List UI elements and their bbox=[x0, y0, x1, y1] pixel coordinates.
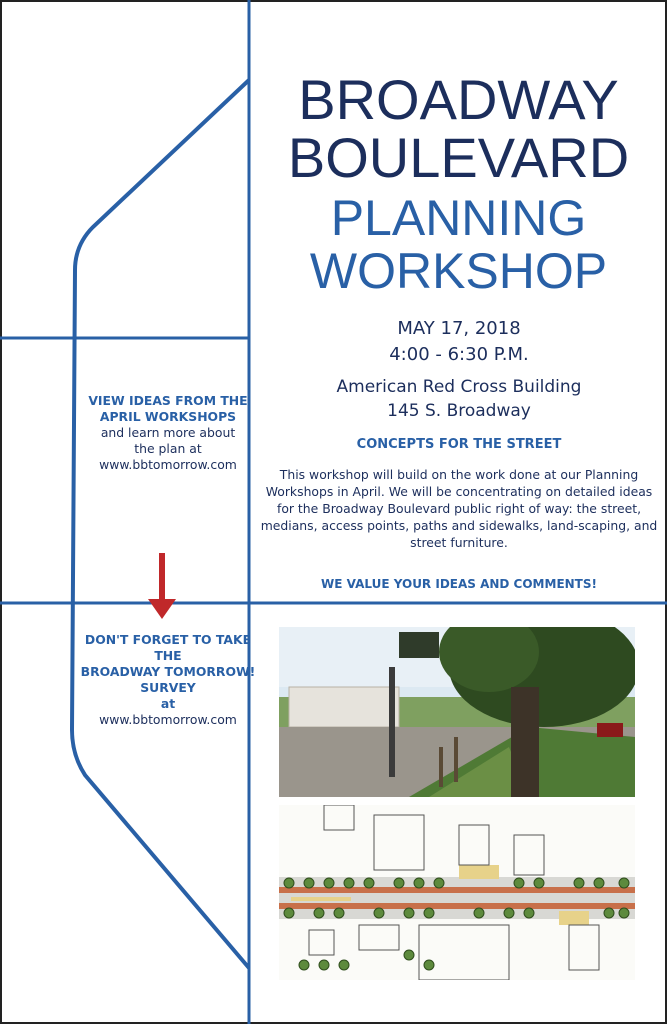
event-time: 4:00 - 6:30 P.M. bbox=[389, 344, 529, 365]
survey-line-1: DON'T FORGET TO TAKE bbox=[84, 632, 252, 647]
ideas-block bbox=[78, 393, 258, 473]
street-plan-sketch-image bbox=[279, 805, 635, 980]
concepts-body: This workshop will build on the work done at our Planning Workshops in April. We will be concentrating on detailed ideas for the Broadway Boulevard public right of way: the street, medians, access points, paths and sidewalks, land-scaping, and street furniture. bbox=[260, 467, 658, 550]
survey-line-4: SURVEY bbox=[140, 680, 196, 695]
event-date: MAY 17, 2018 bbox=[397, 318, 521, 339]
title-line-1: BROADWAY bbox=[298, 68, 619, 131]
street-plan-sketch bbox=[279, 805, 635, 980]
ideas-url[interactable]: www.bbtomorrow.com bbox=[99, 457, 237, 472]
ideas-heading-2: APRIL WORKSHOPS bbox=[99, 409, 237, 424]
street-photo bbox=[279, 627, 635, 797]
survey-line-5: at bbox=[160, 696, 176, 711]
title-line-3: PLANNING bbox=[330, 190, 587, 246]
street-photo-image bbox=[279, 627, 635, 797]
ideas-text-1: and learn more about bbox=[100, 425, 236, 440]
survey-line-2: THE bbox=[154, 648, 182, 663]
ideas-text-2: the plan at bbox=[134, 441, 202, 456]
event-location-name: American Red Cross Building bbox=[336, 377, 582, 397]
broadway-curve-line bbox=[72, 80, 252, 968]
survey-line-3: BROADWAY TOMORROW! bbox=[80, 664, 256, 679]
survey-block bbox=[78, 632, 258, 728]
ideas-heading-1: VIEW IDEAS FROM THE bbox=[88, 393, 248, 408]
title-line-2: BOULEVARD bbox=[287, 126, 630, 189]
survey-url[interactable]: www.bbtomorrow.com bbox=[99, 712, 237, 727]
concepts-heading: CONCEPTS FOR THE STREET bbox=[356, 437, 562, 452]
event-location-address: 145 S. Broadway bbox=[387, 401, 531, 421]
closing-statement: WE VALUE YOUR IDEAS AND COMMENTS! bbox=[321, 577, 597, 591]
title-line-4: WORKSHOP bbox=[309, 243, 608, 299]
down-arrow-icon bbox=[148, 553, 176, 623]
